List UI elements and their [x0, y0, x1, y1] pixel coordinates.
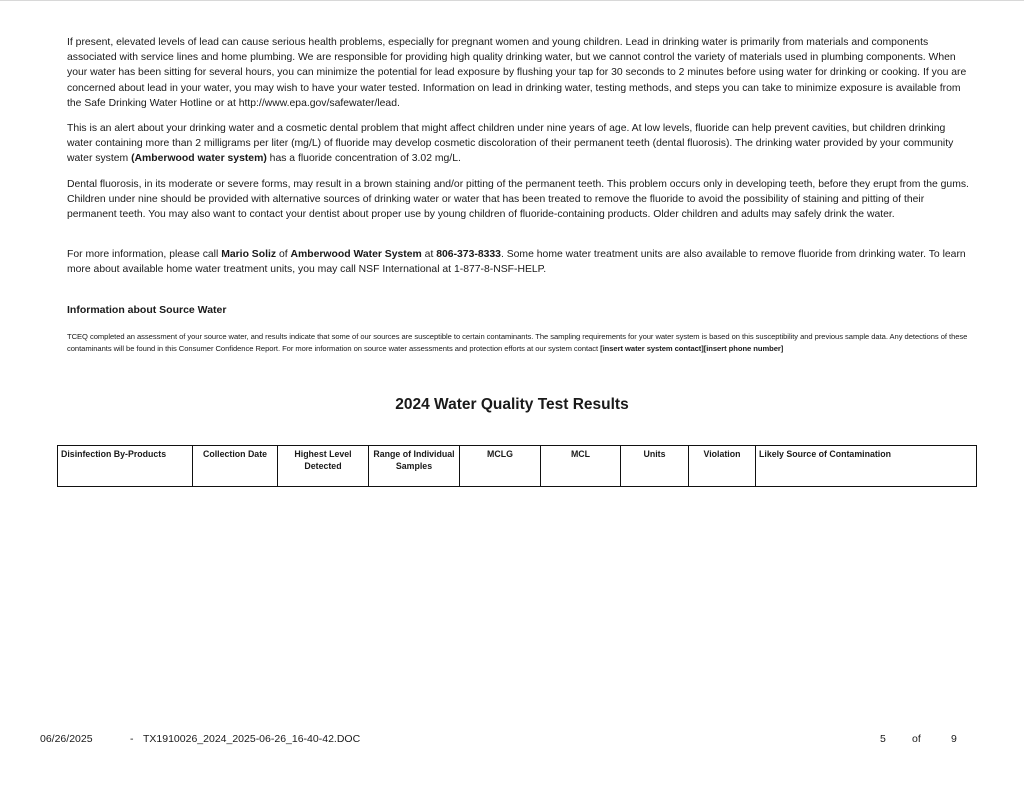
footer-page-number: 5	[880, 733, 886, 745]
contact-name: Mario Soliz	[221, 249, 277, 260]
column-header: Units	[621, 446, 689, 487]
contact-of: of	[276, 249, 291, 260]
fluoride-alert-text: This is an alert about your drinking water and a cosmetic dental problem that might affect children under nine years of age. At low levels, fluoride can help prevent cavities, but children drinking water containing more than 2 milligrams per liter (mg/L) of fluoride may develop cosmetic discoloration of their permanent teeth (dental fluorosis). The drinking water provided by your community water system	[67, 123, 954, 165]
fluoride-concentration-text: has a fluoride concentration of 3.02 mg/L.	[266, 153, 461, 165]
column-header: Likely Source of Contamination	[756, 446, 977, 487]
source-water-heading: Information about Source Water	[67, 304, 227, 316]
contact-system: Amberwood Water System	[290, 249, 422, 260]
water-system-name: (Amberwood water system)	[131, 153, 267, 165]
contact-paragraph	[67, 247, 969, 277]
results-table-title: 2024 Water Quality Test Results	[395, 396, 629, 413]
column-header: Range of Individual Samples	[369, 446, 460, 487]
top-border-line	[0, 0, 1024, 1]
column-header: Collection Date	[193, 446, 278, 487]
contact-prefix: For more information, please call	[67, 249, 222, 260]
contact-phone: 806-373-8333	[436, 249, 501, 260]
column-header: Highest Level Detected	[278, 446, 369, 487]
results-table	[57, 445, 977, 487]
results-header-row	[58, 446, 977, 487]
fluorosis-paragraph: Dental fluorosis, in its moderate or severe forms, may result in a brown staining and/or pitting of the permanent teeth. This problem occurs only in developing teeth, before they erupt from the gums. Children under nine should be provided with alternative sources of drinking water or water that has been treated to remove the fluoride to avoid the possibility of staining and pitting of their permanent teeth. You may also want to contact your dentist about proper use by young children of fluoride-containing products. Older children and adults may safely drink the water.	[67, 179, 969, 221]
source-water-text: TCEQ completed an assessment of your source water, and results indicate that some of our sources are susceptible to certain contaminants. The sampling requirements for your water system is based on this susceptibility and previous sample data. Any detections of these contaminants will be found in this Consumer Confidence Report. For more information on source water assessments and protection efforts at our system contact	[67, 332, 968, 353]
source-water-placeholder: [insert water system contact][insert phone number]	[600, 343, 784, 353]
column-header: MCL	[541, 446, 621, 487]
fluoride-alert-paragraph	[67, 121, 969, 167]
lead-paragraph: If present, elevated levels of lead can cause serious health problems, especially for pregnant women and young children. Lead in drinking water is primarily from materials and components associated with service lines and home plumbing. We are responsible for providing high quality drinking water, but we cannot control the variety of materials used in plumbing components. When your water has been sitting for several hours, you can minimize the potential for lead exposure by flushing your tap for 30 seconds to 2 minutes before using water for drinking or cooking. If you are concerned about lead in your water, you may wish to have your water tested. Information on lead in drinking water, testing methods, and steps you can take to minimize exposure is available from the Safe Drinking Water Hotline or at http://www.epa.gov/safewater/lead.	[67, 37, 967, 109]
column-header: Violation	[689, 446, 756, 487]
footer-of: of	[912, 733, 921, 745]
footer-filename: TX1910026_2024_2025-06-26_16-40-42.DOC	[143, 733, 361, 745]
footer-separator: -	[130, 733, 134, 745]
column-header: MCLG	[460, 446, 541, 487]
footer-date: 06/26/2025	[40, 733, 93, 745]
contact-at: at	[421, 249, 437, 260]
column-header: Disinfection By-Products	[58, 446, 193, 487]
source-water-paragraph	[67, 331, 971, 354]
footer-page-total: 9	[951, 733, 957, 745]
contact-suffix: . Some home water treatment units are also available to remove fluoride from drinking water. To learn more about available home water treatment units, you may call NSF International at 1-877-8-NSF-HELP.	[67, 249, 966, 276]
